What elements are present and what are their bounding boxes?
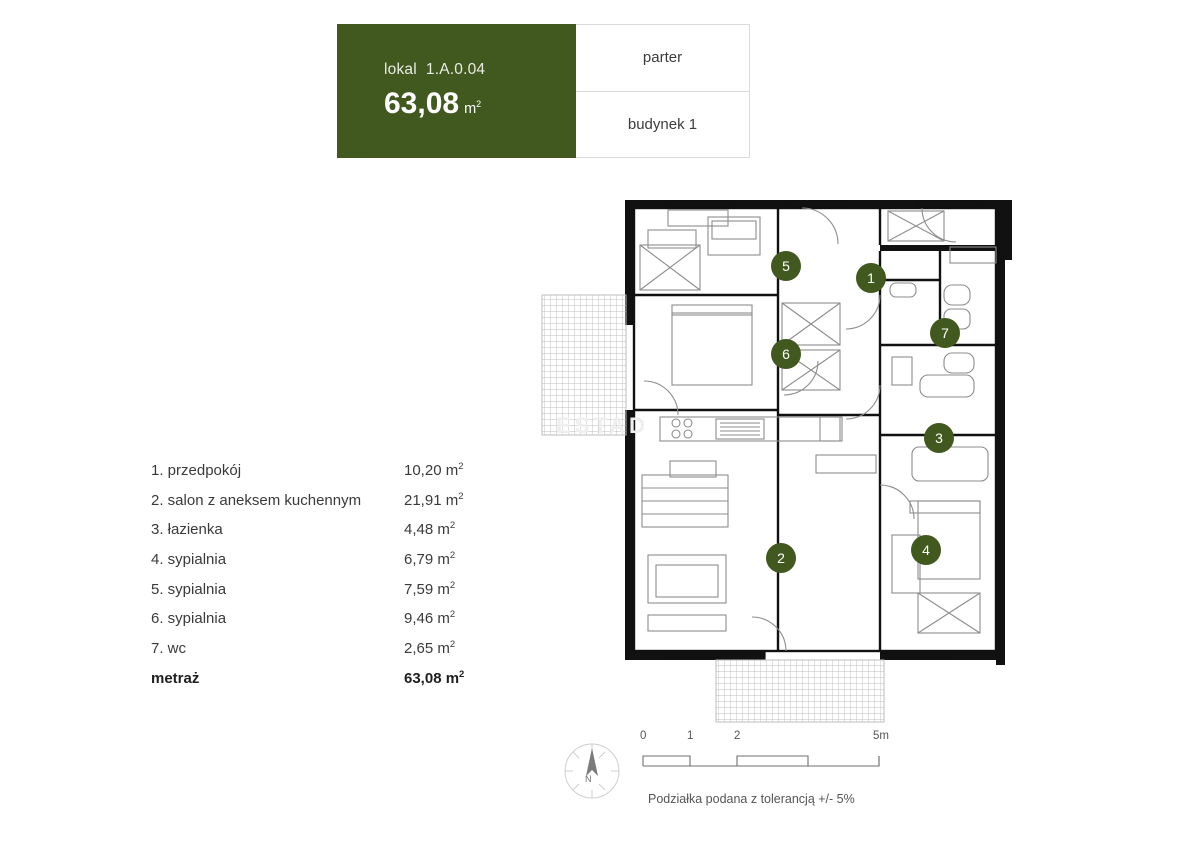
legend-room-name: 3. łazienka (151, 521, 223, 539)
legend-row (151, 580, 496, 610)
legend-room-name: 4. sypialnia (151, 551, 227, 569)
room-badge-5[interactable]: 5 (771, 251, 801, 281)
legend-room-name: 1. przedpokój (151, 462, 242, 479)
scale-tick-3: 5m (873, 730, 889, 742)
unit-number: 1.A.0.04 (425, 61, 486, 78)
plan-door-swings (644, 208, 956, 651)
legend-row (151, 491, 496, 521)
watermark: ESTAD (556, 413, 649, 438)
legend-row (151, 639, 496, 669)
legend-room-name: 2. salon z aneksem kuchennym (151, 491, 362, 509)
legend-room-name: 7. wc (151, 640, 187, 658)
legend-room-area: 7,59 $m^2$ (404, 579, 456, 598)
unit-label: lokal (384, 61, 417, 78)
unit-identifier (384, 61, 576, 79)
legend-room-area: 21,91 $m^2$ (404, 490, 464, 509)
svg-text:N: N (585, 774, 592, 784)
unit-header-badge (337, 24, 750, 158)
room-legend (151, 461, 496, 699)
legend-room-name: 6. sypialnia (151, 610, 227, 628)
plan-walls (625, 200, 1012, 665)
unit-meta (576, 24, 750, 158)
legend-room-area: 2,65 $m^2$ (404, 639, 456, 658)
unit-summary (337, 24, 576, 158)
unit-area-value: 63,08 (384, 87, 460, 120)
legend-room-area: 9,46 $m^2$ (404, 609, 456, 628)
legend-total-row (151, 669, 496, 699)
legend-row (151, 520, 496, 550)
legend-row (151, 609, 496, 639)
scale-tick-0: 0 (640, 730, 647, 742)
unit-area (384, 87, 576, 121)
unit-floor: parter (576, 25, 749, 92)
scale-tolerance-note: Podziałka podana z tolerancją +/- 5% (648, 792, 855, 806)
legend-room-area: 4,48 $m^2$ (404, 520, 456, 539)
scale-tick-1: 1 (687, 730, 694, 742)
unit-area-unit: $m^2$ (464, 99, 482, 117)
legend-row (151, 461, 496, 491)
room-badge-6[interactable]: 6 (771, 339, 801, 369)
room-badge-1[interactable]: 1 (856, 263, 886, 293)
legend-room-area: 6,79 $m^2$ (404, 550, 456, 569)
room-badge-4[interactable]: 4 (911, 535, 941, 565)
scale-bar (563, 730, 963, 818)
legend-room-name: 5. sypialnia (151, 580, 227, 598)
legend-room-area: 10,20 $m^2$ (404, 461, 464, 479)
plan-furniture (640, 210, 996, 633)
legend-total-label: metraż (151, 669, 200, 687)
room-badge-3[interactable]: 3 (924, 423, 954, 453)
room-badge-7[interactable]: 7 (930, 318, 960, 348)
terrace-bottom (716, 660, 884, 722)
floor-plan (520, 185, 1040, 745)
scale-tick-2: 2 (734, 730, 741, 742)
unit-building: budynek 1 (627, 115, 698, 133)
legend-row (151, 550, 496, 580)
room-badge-2[interactable]: 2 (766, 543, 796, 573)
legend-total-area: 63,08 $m^2$ (404, 668, 465, 687)
